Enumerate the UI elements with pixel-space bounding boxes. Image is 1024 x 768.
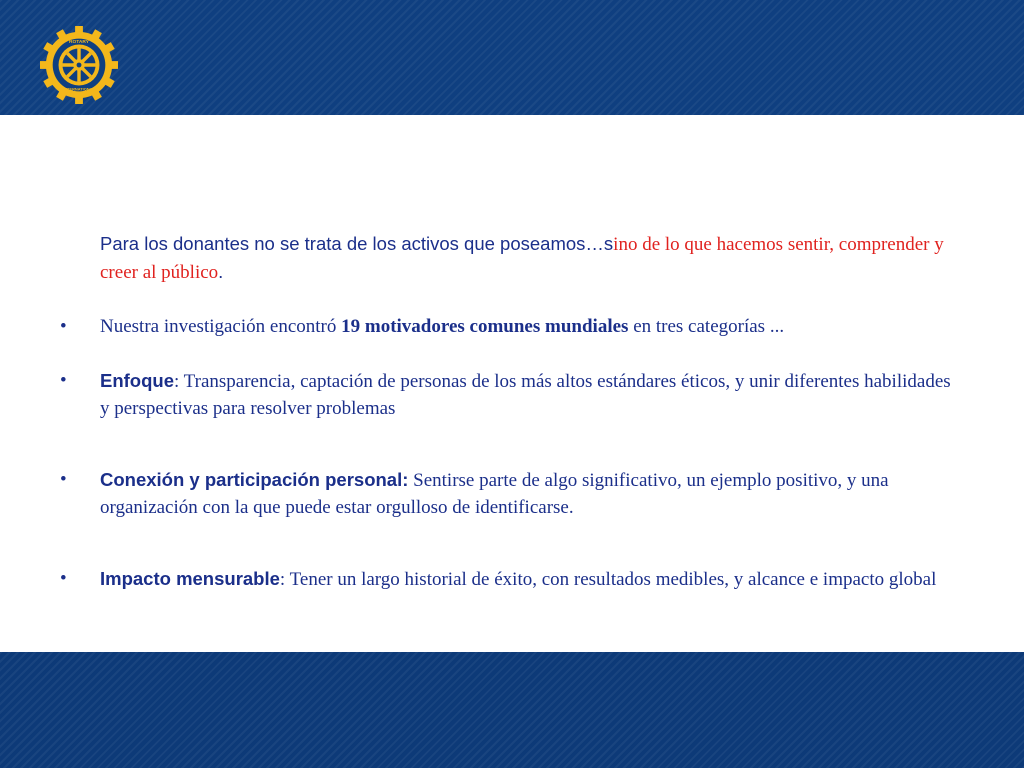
intro-highlight-text: ino de lo que hacemos sentir, comprender y creer al público: [100, 234, 944, 283]
rotary-logo: [40, 26, 118, 104]
bullet-heading: Enfoque: [100, 370, 174, 391]
bullet-marker: •: [60, 568, 67, 589]
svg-text:ROTARY: ROTARY: [69, 40, 89, 46]
bullet-text: en tres categorías ...: [628, 316, 785, 337]
bullet-marker: •: [60, 316, 67, 337]
intro-lead-text: Para los donantes no se trata de los activos que poseamos…s: [100, 233, 614, 254]
bullet-heading: Conexión y participación personal:: [100, 469, 409, 490]
intro-paragraph: [100, 230, 960, 286]
bullet-text: Sentirse parte de algo significativo, un ejemplo positivo, y una organización con la que puede estar orgulloso de identificarse.: [100, 470, 889, 518]
bullet-text: Nuestra investigación encontró: [100, 316, 342, 337]
svg-text:INTERNATIONAL: INTERNATIONAL: [63, 86, 95, 92]
bullet-heading: Impacto mensurable: [100, 568, 280, 589]
bullet-bold-text: 19 motivadores comunes mundiales: [341, 316, 629, 337]
bottom-banner: [0, 652, 1024, 768]
intro-period: .: [218, 261, 224, 282]
top-banner: [0, 0, 1024, 115]
bullet-marker: •: [60, 469, 67, 490]
bullet-marker: •: [60, 370, 67, 391]
bullet-text: : Tener un largo historial de éxito, con resultados medibles, y alcance e impacto global: [279, 569, 937, 590]
bullet-text: : Transparencia, captación de personas de los más altos estándares éticos, y unir diferentes habilidades y perspectivas para resolver problemas: [100, 371, 951, 419]
